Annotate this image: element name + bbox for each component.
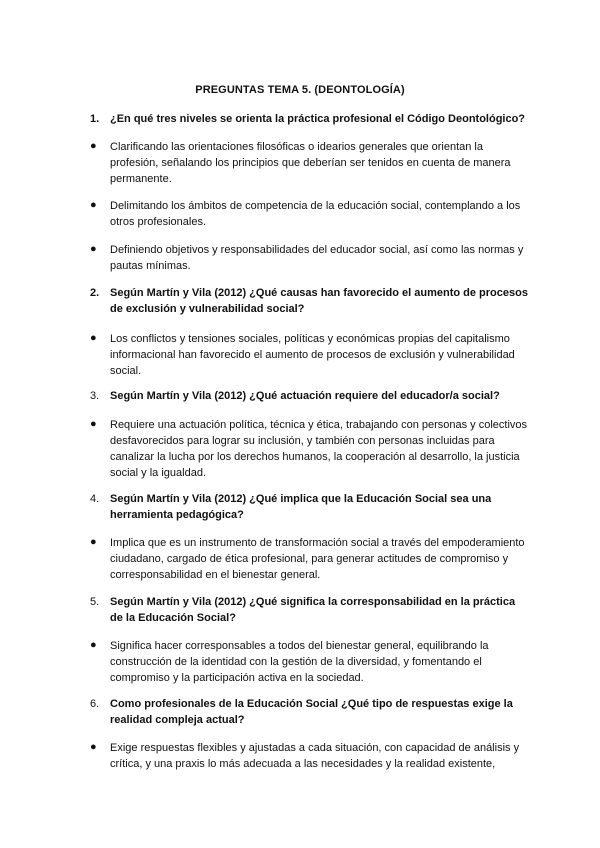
- answer-item: [90, 198, 530, 230]
- answer-text: Clarificando las orientaciones filosóficas o idearios generales que orientan la profesión, señalando los principios que deberían ser tenidos en cuenta de manera permanente.: [110, 141, 511, 185]
- question-text: Según Martín y Vila (2012) ¿Qué causas han favorecido el aumento de procesos de exclusión y vulnerabilidad social?: [110, 287, 528, 315]
- question-number: 2.: [90, 287, 100, 299]
- bullet-icon: ●: [90, 140, 97, 152]
- answer-text: Delimitando los ámbitos de competencia de la educación social, contemplando a los otros profesionales.: [110, 200, 521, 228]
- answer-text: Implica que es un instrumento de transformación social a través del empoderamiento ciudadano, cargado de ética profesional, para generar actitudes de compromiso y corresponsabilidad en el bienestar general.: [110, 537, 525, 581]
- answer-item: [90, 535, 530, 583]
- question-3: [90, 388, 530, 404]
- question-number: 6.: [90, 698, 100, 710]
- bullet-icon: ●: [90, 199, 97, 211]
- answer-item: [90, 331, 530, 379]
- question-text: Según Martín y Vila (2012) ¿Qué actuación requiere del educador/a social?: [110, 390, 500, 402]
- answer-item: [90, 638, 530, 686]
- bullet-icon: ●: [90, 332, 97, 344]
- page-title: PREGUNTAS TEMA 5. (DEONTOLOGÍA): [195, 84, 405, 96]
- question-text: Según Martín y Vila (2012) ¿Qué implica que la Educación Social sea una herramienta pedagógica?: [110, 493, 492, 521]
- answer-text: Significa hacer corresponsables a todos del bienestar general, equilibrando la construcción de la identidad con la gestión de la diversidad, y fomentando el compromiso y la participación activa en la sociedad.: [110, 640, 489, 684]
- answer-text: Exige respuestas flexibles y ajustadas a cada situación, con capacidad de análisis y crítica, y una praxis lo más adecuada a las necesidades y la realidad existente,: [110, 742, 520, 770]
- answer-item: [90, 740, 530, 772]
- answer-item: [90, 139, 530, 187]
- bullet-icon: ●: [90, 536, 97, 548]
- answer-text: Los conflictos y tensiones sociales, políticas y económicas propias del capitalismo informacional han favorecido el aumento de procesos de exclusión y vulnerabilidad social.: [110, 333, 515, 377]
- question-text: Como profesionales de la Educación Social ¿Qué tipo de respuestas exige la realidad compleja actual?: [110, 698, 513, 726]
- answer-item: [90, 417, 530, 481]
- bullet-icon: ●: [90, 418, 97, 430]
- answer-text: Requiere una actuación política, técnica y ética, trabajando con personas y colectivos desfavorecidos para lograr su inclusión, y también con personas incluidas para canalizar la lucha por los derechos humanos, la cooperación al desarrollo, la justicia social y la igualdad.: [110, 419, 528, 479]
- question-text: ¿En qué tres niveles se orienta la práctica profesional el Código Deontológico?: [110, 113, 526, 125]
- bullet-icon: ●: [90, 639, 97, 651]
- question-text: Según Martín y Vila (2012) ¿Qué significa la corresponsabilidad en la práctica de la Educación Social?: [110, 596, 516, 624]
- question-4: [90, 491, 530, 523]
- question-number: 3.: [90, 390, 100, 402]
- answer-text: Definiendo objetivos y responsabilidades del educador social, así como las normas y pautas mínimas.: [110, 244, 524, 272]
- question-5: [90, 594, 530, 626]
- answer-item: [90, 242, 530, 274]
- bullet-icon: ●: [90, 243, 97, 255]
- question-number: 4.: [90, 493, 100, 505]
- question-1: [90, 111, 530, 127]
- question-number: 1.: [90, 113, 100, 125]
- bullet-icon: ●: [90, 741, 97, 753]
- question-number: 5.: [90, 596, 100, 608]
- question-2: [90, 285, 530, 317]
- question-6: [90, 696, 530, 728]
